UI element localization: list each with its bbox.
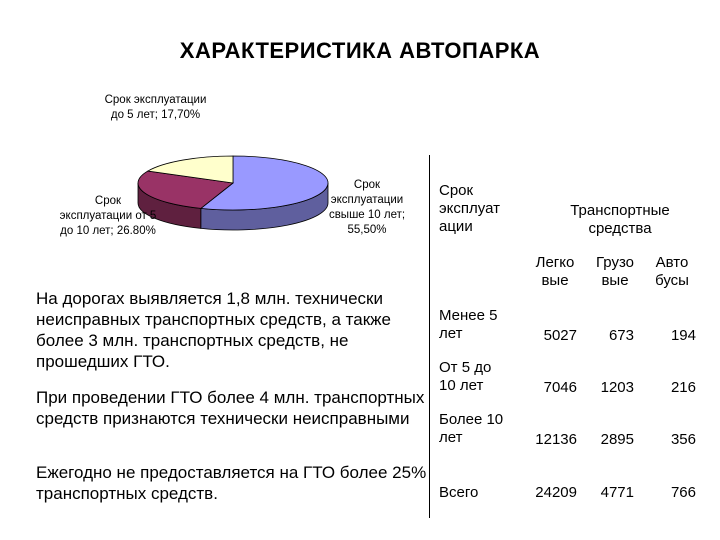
table-cell: 5027 (543, 327, 577, 344)
table-cell: 7046 (543, 379, 577, 396)
table-row-label: Более 10 лет (439, 411, 504, 446)
table-cell: 24209 (535, 484, 577, 501)
pie-label-5-to-10: Срок эксплуатации от 5 до 10 лет; 26.80% (59, 195, 157, 237)
table-cell: 12136 (535, 431, 577, 448)
table-row-label: Всего (439, 484, 479, 501)
paragraph-1: На дорогах выявляется 1,8 млн. технически неисправных транспортных средств, а также более 3 млн. транспортных средств, не прошедших ГТО. (36, 289, 391, 371)
table-cell: 356 (670, 431, 696, 448)
pie-label-under-5: Срок эксплуатации до 5 лет; 17,70% (104, 94, 207, 121)
table-cell: 1203 (600, 379, 634, 396)
table-cell: 216 (670, 379, 696, 396)
pie-tops (138, 156, 328, 210)
table-subheader-trucks: Грузо вые (595, 254, 634, 289)
table-cell: 766 (670, 484, 696, 501)
table-left-border (429, 155, 430, 518)
table-subheader-buses: Авто бусы (655, 254, 689, 289)
table-cell: 2895 (600, 431, 634, 448)
table-cell: 673 (608, 327, 634, 344)
page-title: ХАРАКТЕРИСТИКА АВТОПАРКА (179, 38, 541, 63)
table-cell: 4771 (600, 484, 634, 501)
table-header-left: Срок эксплуат ации (439, 182, 500, 235)
table-header-group: Транспортные средства (570, 202, 670, 237)
pie-chart (130, 150, 330, 240)
table-row-label: Менее 5 лет (439, 307, 498, 342)
table-cell: 194 (670, 327, 696, 344)
table-row-label: От 5 до 10 лет (439, 359, 492, 394)
table-subheader-cars: Легко вые (535, 254, 575, 289)
paragraph-3: Ежегодно не предоставляется на ГТО более 25% транспортных средств. (36, 463, 427, 503)
paragraph-2: При проведении ГТО более 4 млн. транспортных средств признаются технически неисправными (36, 388, 425, 428)
pie-label-over-10: Срок эксплуатации свыше 10 лет; 55,50% (328, 179, 406, 236)
